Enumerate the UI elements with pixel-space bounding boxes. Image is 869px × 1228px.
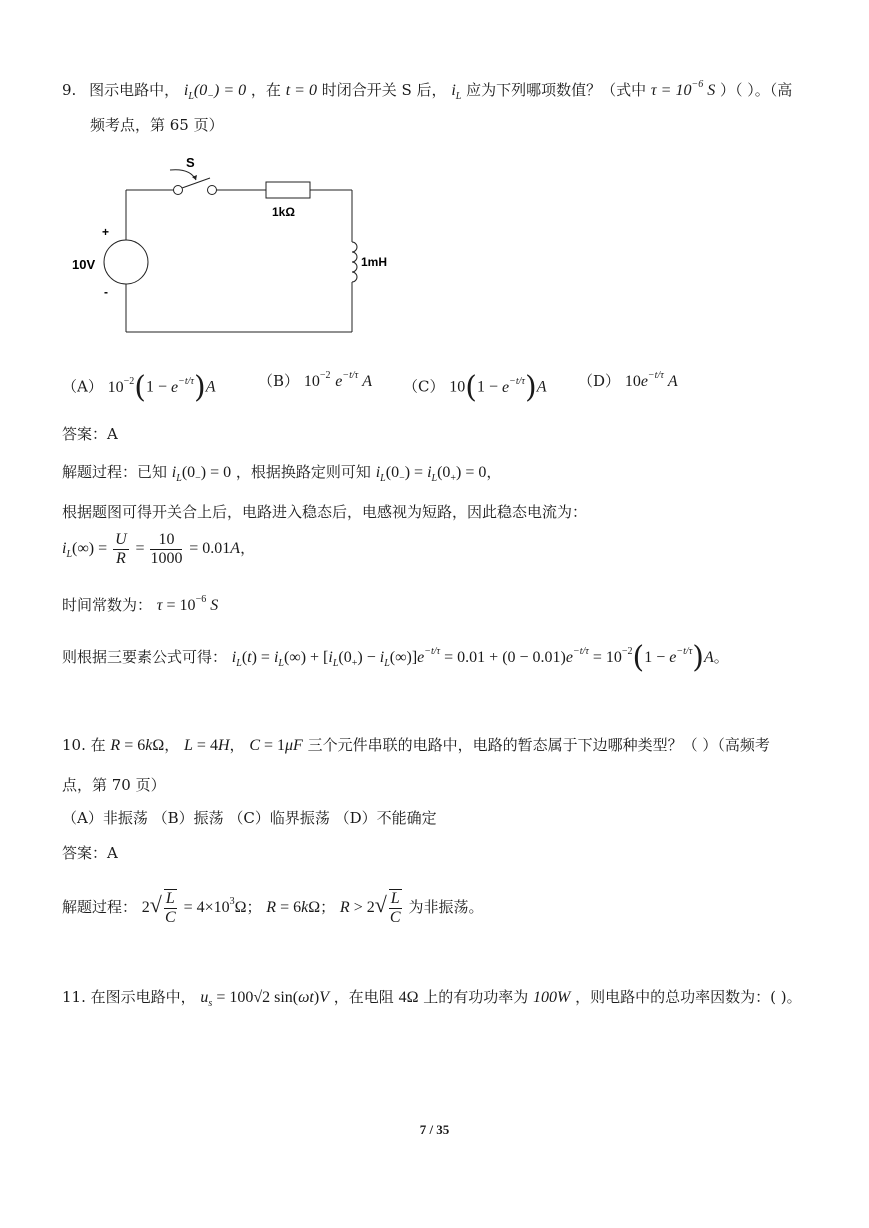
sol-text: 为非振荡。 [408, 898, 484, 916]
q9-text: ，在 [250, 81, 281, 99]
option-label: （B） [258, 372, 300, 390]
solution-9-line2: 根据题图可得开关合上后，电路进入稳态后，电感视为短路，因此稳态电流为： [62, 503, 588, 521]
solution-9-line3: $i_L(\infty)$ = $\frac{U}{R}$ = $\frac{10}{1000}$ = 0.01A， [62, 530, 256, 567]
q11-text: 上的有功功率为 [423, 988, 529, 1006]
switch-terminal-right [208, 186, 217, 195]
inductor-label: 1mH [361, 255, 388, 269]
q9-text: 时闭合开关 S 后， [321, 81, 447, 99]
resistor-label: 1kΩ [272, 205, 295, 219]
inductor [352, 242, 357, 282]
q11-text: ，则电路中的总功率因数为：( )。 [575, 988, 802, 1006]
q9-text: 图示电路中， [89, 81, 180, 99]
option-label: （C） [403, 377, 445, 396]
q9-text: 应为下列哪项数值？（式中 [466, 81, 647, 99]
minus-sign: - [104, 285, 108, 299]
option-label: （D） [578, 372, 621, 390]
resistor [266, 182, 310, 198]
q11-resistor-value: 4Ω [398, 989, 419, 1006]
option-c: （C） $10(1 - e^{-t/\tau})A$ [403, 370, 547, 405]
q10-line1: 10. 在 R = 6kΩ， L = 4H， C = 1μF 三个元件串联的电路中，电路的暂态属于下边哪种类型？（ ）（高频考 [62, 736, 770, 754]
q9-text: ）（ ）。（高 [719, 81, 793, 99]
sol-text: 时间常数为： [62, 596, 153, 614]
solution-9-line1: 解题过程：已知 $i_L(0_-) = 0$ ，根据换路定则可知 $i_L(0_-) = i_L(0_+) = 0$， [62, 463, 502, 484]
switch-arrow [170, 170, 196, 180]
q10-text: 三个元件串联的电路中，电路的暂态属于下边哪种类型？（ ）（高频考 [307, 736, 770, 754]
q11-power-value: 100W [533, 989, 571, 1006]
solution-10: 解题过程： 2√ $\frac{L}{C}$ = $4\times 10^3\Omega$； R = 6kΩ； R > 2√ $\frac{L}{C}$ 为非振荡。 [62, 890, 484, 926]
answer-9: 答案：A [62, 425, 118, 443]
q10-options: （A）非振荡 （B）振荡 （C）临界振荡 （D）不能确定 [62, 809, 437, 827]
solution-9-line4: 时间常数为： $\tau = 10^{-6}$ S [62, 594, 219, 614]
sol-text: 解题过程：已知 [62, 463, 168, 481]
option-a: （A） $10^{-2}(1 - e^{-t/\tau})A$ [62, 370, 216, 405]
q11-line1: 11. 在图示电路中， $u_s = 100√2$ sin(ωt)V ，在电阻 4Ω 上的有功功率为 100W ，则电路中的总功率因数为：( )。 [62, 988, 802, 1009]
sol-text: 解题过程： [62, 898, 138, 916]
q9-il: $i_L$ [451, 82, 462, 102]
circuit-diagram [62, 150, 402, 340]
q9-line2: 频考点，第 65 页） [90, 116, 224, 134]
q9-tau: $\tau = 10^{-6}$ S [650, 79, 716, 99]
q10-text: ， [164, 736, 180, 754]
q9-initial-condition: $i_L(0_-) = 0$ [183, 82, 247, 102]
plus-sign: + [102, 225, 110, 239]
option-d: （D） $10e^{-t/\tau}$ A [578, 370, 678, 390]
q11-text: 11. 在图示电路中， [62, 988, 196, 1006]
voltage-source [104, 240, 148, 284]
sol-text: ，根据换路定则可知 [235, 463, 371, 481]
q9-line1 [62, 75, 792, 107]
option-label: （A） [62, 377, 103, 396]
switch-terminal-left [174, 186, 183, 195]
source-label: 10V [72, 257, 96, 272]
q11-text: ，在电阻 [333, 988, 394, 1006]
q10-line2: 点，第 70 页） [62, 776, 166, 794]
q9-t0: t = 0 [285, 82, 317, 99]
sol-text: 则根据三要素公式可得： [62, 648, 228, 666]
question-number: 9. [62, 81, 77, 99]
solution-9-line5: 则根据三要素公式可得： $i_L(t) = i_L(\infty) + [i_L(0_+) - i_L(\infty)]e^{-t/\tau} = 0.01 + (0 - 0.01)e^{-t/\tau} = 10^{-2}(1 - e^{-t/\tau})A$。 [62, 640, 729, 675]
page-number: 7 / 35 [419, 1122, 450, 1137]
sol-text: ， [486, 463, 502, 481]
q10-text: 10. 在 [62, 736, 106, 754]
answer-10: 答案：A [62, 844, 118, 862]
q10-text: ， [229, 736, 245, 754]
switch-label: S [186, 155, 195, 170]
option-b: （B） $10^{-2}$ $e^{-t/\tau}$ A [258, 370, 373, 390]
